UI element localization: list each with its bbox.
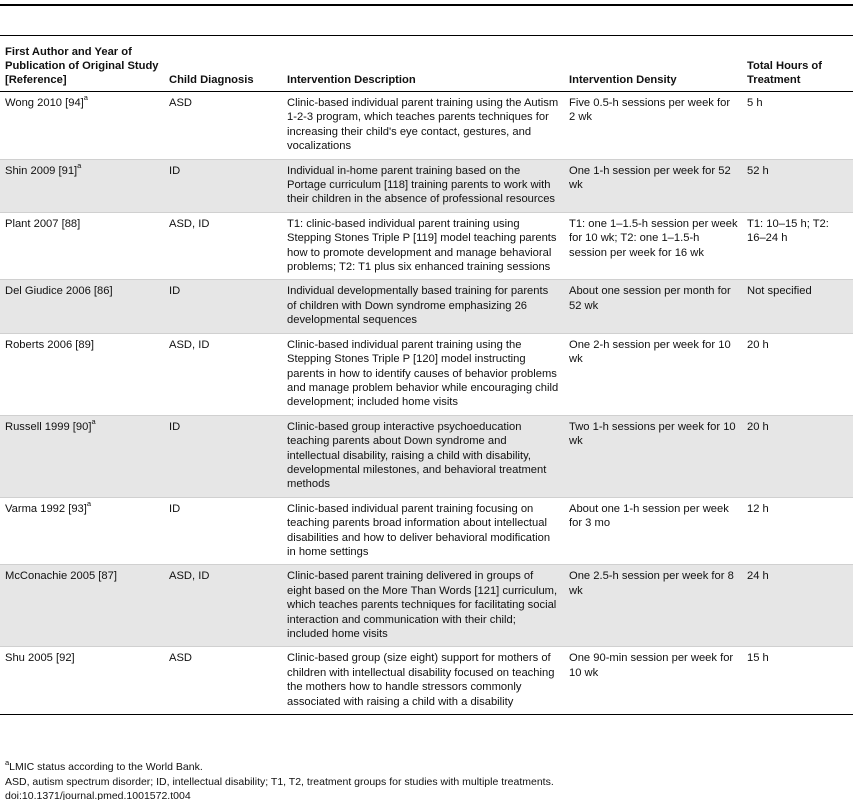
header-author: First Author and Year of Publication of Original Study [Reference] bbox=[0, 44, 164, 92]
cell-density bbox=[564, 212, 742, 280]
cell-description bbox=[282, 565, 564, 647]
table-body bbox=[0, 92, 853, 715]
cell-diagnosis bbox=[164, 497, 282, 565]
cell-hours bbox=[742, 647, 853, 715]
cell-author bbox=[0, 212, 164, 280]
cell-diagnosis bbox=[164, 647, 282, 715]
cell-description-text: Clinic-based individual parent training using the Stepping Stones Triple P [120] model instructing parents in how to identify causes of behavior problems and manage problem behavior while encouraging child development; included home visits bbox=[287, 338, 559, 409]
cell-hours bbox=[742, 333, 853, 415]
cell-author-text: Russell 1999 [90] bbox=[5, 420, 92, 433]
table-top-rule bbox=[0, 4, 853, 6]
footnote-marker: a bbox=[86, 499, 92, 509]
cell-author bbox=[0, 415, 164, 497]
cell-diagnosis bbox=[164, 333, 282, 415]
footnote-text: LMIC status according to the World Bank. bbox=[9, 761, 203, 773]
table-row bbox=[0, 565, 853, 647]
footnote-mark: a bbox=[5, 757, 10, 767]
cell-hours-text: 24 h bbox=[747, 570, 769, 583]
cell-density bbox=[564, 497, 742, 565]
cell-diagnosis-text: ASD, ID bbox=[169, 570, 210, 583]
cell-diagnosis bbox=[164, 280, 282, 333]
header-density: Intervention Density bbox=[564, 44, 742, 92]
cell-description bbox=[282, 212, 564, 280]
cell-diagnosis bbox=[164, 159, 282, 212]
cell-description-text: Individual in-home parent training based on the Portage curriculum [118] training parents to work with their children in the absence of professional resources bbox=[287, 164, 556, 206]
cell-description-text: Clinic-based individual parent training focusing on teaching parents broad information about intellectual disabilities and how to deliver behavioral modification in home settings bbox=[287, 502, 551, 558]
cell-density-text: One 2.5-h session per week for 8 wk bbox=[569, 570, 734, 597]
cell-diagnosis-text: ASD bbox=[169, 97, 193, 109]
footnote-marker: a bbox=[77, 160, 82, 170]
cell-density bbox=[564, 92, 742, 160]
cell-description bbox=[282, 415, 564, 497]
cell-hours bbox=[742, 415, 853, 497]
cell-hours bbox=[742, 92, 853, 160]
cell-density-text: T1: one 1–1.5-h session per week for 10 wk; T2: one 1–1.5-h session per week for 16 wk bbox=[569, 217, 738, 259]
cell-hours-text: 12 h bbox=[747, 502, 769, 515]
table-row bbox=[0, 647, 853, 715]
cell-hours bbox=[742, 280, 853, 333]
header-description: Intervention Description bbox=[282, 44, 564, 92]
cell-author bbox=[0, 333, 164, 415]
table-header-rule bbox=[0, 35, 853, 36]
cell-description-text: T1: clinic-based individual parent training using Stepping Stones Triple P [119] model teaching parents how to promote development and manage behavioral problems; T2: T1 plus six enhanced training sessions bbox=[287, 217, 557, 274]
cell-density-text: One 1-h session per week for 52 wk bbox=[569, 164, 731, 192]
cell-description-text: Clinic-based group (size eight) support for mothers of children with intellectual disability focused on teaching the mothers how to handle stressors commonly associated with raising a child with a disability bbox=[287, 652, 555, 708]
cell-density bbox=[564, 647, 742, 715]
cell-author-text: Varma 1992 [93] bbox=[5, 502, 87, 515]
cell-author-text: Shin 2009 [91] bbox=[5, 164, 78, 177]
cell-description bbox=[282, 159, 564, 212]
cell-hours-text: 15 h bbox=[747, 652, 769, 665]
cell-density bbox=[564, 159, 742, 212]
abbreviations: ASD, autism spectrum disorder; ID, intellectual disability; T1, T2, treatment groups for studies with multiple treatments. bbox=[5, 775, 554, 788]
cell-hours bbox=[742, 212, 853, 280]
cell-diagnosis-text: ASD bbox=[169, 652, 193, 665]
cell-hours-text: 20 h bbox=[747, 420, 769, 433]
cell-hours bbox=[742, 497, 853, 565]
table-row bbox=[0, 415, 853, 497]
table-header bbox=[0, 44, 853, 92]
cell-density-text: One 2-h session per week for 10 wk bbox=[569, 338, 731, 366]
cell-diagnosis-text: ID bbox=[169, 285, 181, 298]
cell-description-text: Clinic-based individual parent training using the Autism 1-2-3 program, which teaches parents techniques for increasing their child's eye contact, gestures, and vocalizations bbox=[287, 97, 559, 153]
cell-hours bbox=[742, 565, 853, 647]
cell-diagnosis bbox=[164, 565, 282, 647]
table-row bbox=[0, 333, 853, 415]
header-hours: Total Hours of Treatment bbox=[742, 44, 853, 92]
footnote-marker: a bbox=[91, 416, 96, 426]
cell-density bbox=[564, 280, 742, 333]
cell-density-text: About one session per month for 52 wk bbox=[569, 285, 731, 312]
header-diagnosis: Child Diagnosis bbox=[164, 44, 282, 92]
cell-author bbox=[0, 280, 164, 333]
footnote-marker: a bbox=[83, 93, 88, 103]
cell-diagnosis-text: ASD, ID bbox=[169, 217, 210, 230]
cell-description bbox=[282, 92, 564, 160]
cell-density bbox=[564, 415, 742, 497]
table-row bbox=[0, 92, 853, 160]
header-row bbox=[0, 44, 853, 92]
cell-author bbox=[0, 565, 164, 647]
cell-description bbox=[282, 647, 564, 715]
cell-description-text: Individual developmentally based training for parents of children with Down syndrome emphasizing 26 developmental sequences bbox=[287, 285, 549, 327]
cell-author-text: Shu 2005 [92] bbox=[5, 652, 75, 665]
cell-diagnosis bbox=[164, 92, 282, 160]
cell-hours bbox=[742, 159, 853, 212]
cell-hours-text: 20 h bbox=[747, 338, 769, 351]
doi: doi:10.1371/journal.pmed.1001572.t004 bbox=[5, 790, 191, 800]
table-row bbox=[0, 280, 853, 333]
cell-author bbox=[0, 647, 164, 715]
cell-density-text: Five 0.5-h sessions per week for 2 wk bbox=[569, 97, 731, 124]
cell-diagnosis-text: ID bbox=[169, 502, 181, 515]
cell-author-text: McConachie 2005 [87] bbox=[5, 570, 117, 583]
cell-diagnosis-text: ID bbox=[169, 164, 181, 177]
cell-diagnosis-text: ASD, ID bbox=[169, 338, 210, 351]
cell-author-text: Roberts 2006 [89] bbox=[5, 338, 94, 351]
table-notes bbox=[5, 757, 850, 800]
cell-density-text: Two 1-h sessions per week for 10 wk bbox=[569, 420, 736, 448]
cell-author-text: Wong 2010 [94] bbox=[5, 97, 84, 109]
cell-diagnosis bbox=[164, 415, 282, 497]
cell-hours-text: 5 h bbox=[747, 97, 763, 109]
cell-hours-text: T1: 10–15 h; T2: 16–24 h bbox=[747, 217, 829, 245]
cell-diagnosis bbox=[164, 212, 282, 280]
cell-author bbox=[0, 497, 164, 565]
cell-density bbox=[564, 565, 742, 647]
table-row bbox=[0, 159, 853, 212]
cell-density bbox=[564, 333, 742, 415]
cell-author-text: Del Giudice 2006 [86] bbox=[5, 285, 113, 298]
footnote bbox=[5, 757, 850, 775]
cell-density-text: One 90-min session per week for 10 wk bbox=[569, 652, 734, 679]
cell-density-text: About one 1-h session per week for 3 mo bbox=[569, 502, 729, 530]
cell-description-text: Clinic-based group interactive psychoeducation teaching parents about Down syndrome and intellectual disability, raising a child with disability, developmental milestones, and behavioral treatment methods bbox=[287, 420, 547, 491]
cell-author-text: Plant 2007 [88] bbox=[5, 217, 81, 230]
cell-hours-text: 52 h bbox=[747, 164, 769, 177]
cell-description bbox=[282, 280, 564, 333]
cell-description-text: Clinic-based parent training delivered in groups of eight based on the More Than Words [121] curriculum, which teaches parents techniques for facilitating social interaction and communication with their child; included home visits bbox=[287, 570, 558, 640]
cell-author bbox=[0, 159, 164, 212]
interventions-table bbox=[0, 44, 853, 715]
cell-description bbox=[282, 333, 564, 415]
cell-diagnosis-text: ID bbox=[169, 420, 181, 433]
cell-description bbox=[282, 497, 564, 565]
table-row bbox=[0, 497, 853, 565]
table-row bbox=[0, 212, 853, 280]
cell-hours-text: Not specified bbox=[747, 285, 812, 298]
cell-author bbox=[0, 92, 164, 160]
